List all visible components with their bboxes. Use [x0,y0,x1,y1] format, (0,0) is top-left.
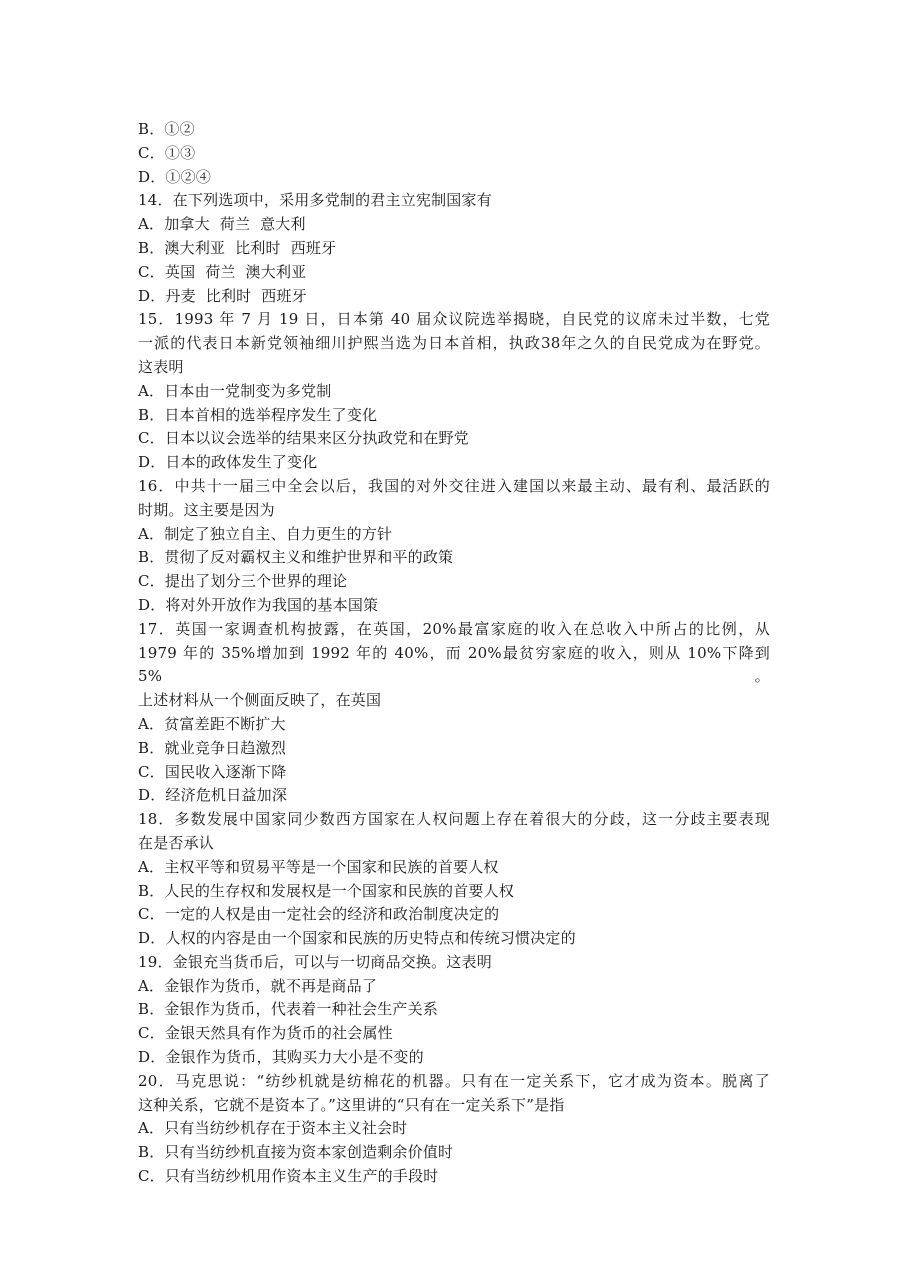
question-stem: 18．多数发展中国家同少数西方国家在人权问题上存在着很大的分歧，这一分歧主要表现 [138,810,770,829]
option-line: B．日本首相的选举程序发生了变化 [138,405,378,424]
option-line: A．日本由一党制变为多党制 [138,381,332,400]
option-line: A．只有当纺纱机存在于资本主义社会时 [138,1119,408,1138]
question-stem-continued: 1979 年的 35%增加到 1992 年的 40%，而 20%最贫穷家庭的收入，则从 10%下降到 5%。 [138,643,770,686]
question-stem-continued: 这种关系，它就不是资本了。”这里讲的“只有在一定关系下”是指 [138,1095,565,1114]
option-line: B．人民的生存权和发展权是一个国家和民族的首要人权 [138,881,515,900]
option-line: D．日本的政体发生了变化 [138,453,318,472]
question-stem-continued: 时期。这主要是因为 [138,500,275,519]
option-line: C．国民收入逐渐下降 [138,762,287,781]
question-stem: 14．在下列选项中，采用多党制的君主立宪制国家有 [138,191,492,210]
option-line: D．经济危机日益加深 [138,786,288,805]
question-stem: 16．中共十一届三中全会以后，我国的对外交往进入建国以来最主动、最有利、最活跃的 [138,476,770,495]
question-stem: 19．金银充当货币后，可以与一切商品交换。这表明 [138,952,492,971]
option-line: B．①② [138,120,195,138]
option-line: B．澳大利亚 比利时 西班牙 [138,238,337,257]
question-stem-continued: 这表明 [138,357,184,376]
option-line: C．日本以议会选举的结果来区分执政党和在野党 [138,429,469,448]
option-line: A．加拿大 荷兰 意大利 [138,215,306,234]
option-line: D．金银作为货币，其购买力大小是不变的 [138,1048,424,1067]
option-line: A．金银作为货币，就不再是商品了 [138,976,378,995]
option-line: D．人权的内容是由一个国家和民族的历史特点和传统习惯决定的 [138,929,576,948]
option-line: C．①③ [138,143,196,162]
document-page [138,118,770,1189]
option-line: B．只有当纺纱机直接为资本家创造剩余价值时 [138,1143,454,1162]
question-stem-continued: 一派的代表日本新党领袖细川护熙当选为日本首相，执政38年之久的自民党成为在野党。 [138,334,770,353]
option-line: C．提出了划分三个世界的理论 [138,572,348,591]
question-stem: 17．英国一家调查机构披露，在英国，20%最富家庭的收入在总收入中所占的比例，从 [138,619,770,638]
option-line: D．将对外开放作为我国的基本国策 [138,595,379,614]
question-stem: 15．1993 年 7 月 19 日，日本第 40 届众议院选举揭晓，自民党的议席未过半数，七党 [138,310,770,329]
question-stem-continued: 在是否承认 [138,833,215,852]
option-line: D．①②④ [138,167,212,186]
question-stem: 20．马克思说：“纺纱机就是纺棉花的机器。只有在一定关系下，它才成为资本。脱离了 [138,1071,770,1090]
option-line: A．贫富差距不断扩大 [138,714,286,733]
option-line: B．就业竞争日趋激烈 [138,738,287,757]
option-line: C．一定的人权是由一定社会的经济和政治制度决定的 [138,905,500,924]
question-stem-continued: 上述材料从一个侧面反映了，在英国 [138,691,382,710]
option-line: C．金银天然具有作为货币的社会属性 [138,1024,393,1043]
option-line: D．丹麦 比利时 西班牙 [138,286,307,305]
option-line: B．金银作为货币，代表着一种社会生产关系 [138,1000,439,1019]
option-line: B．贯彻了反对霸权主义和维护世界和平的政策 [138,548,454,567]
option-line: C．英国 荷兰 澳大利亚 [138,262,307,281]
option-line: A．主权平等和贸易平等是一个国家和民族的首要人权 [138,857,499,876]
option-line: C．只有当纺纱机用作资本主义生产的手段时 [138,1167,439,1186]
option-line: A．制定了独立自主、自力更生的方针 [138,524,393,543]
